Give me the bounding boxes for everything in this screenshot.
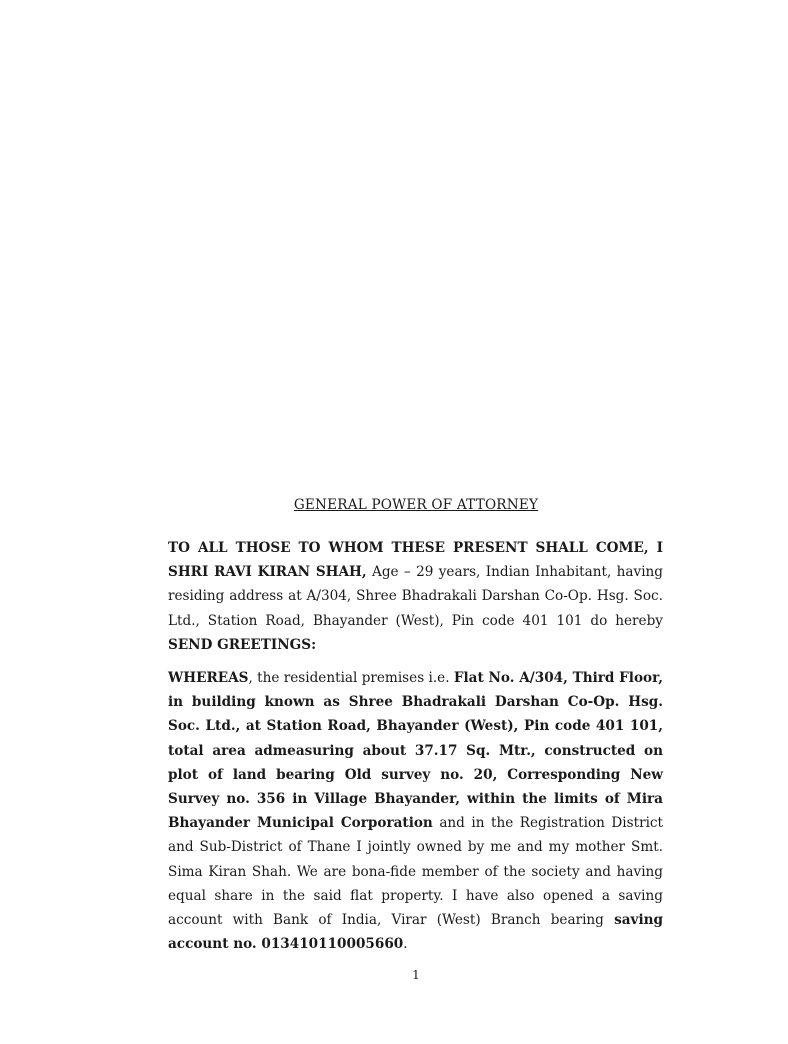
account-number: saving account no. 013410110005660 <box>168 912 663 953</box>
send-greetings: SEND GREETINGS: <box>168 636 317 653</box>
ownership-details: and in the Registration District and Sub-District of Thane I jointly owned by me and my mother Smt. Sima Kiran Shah. We are bona-fide member of the society and having equal share in the said flat property. I have also opened a saving account with Bank of India, Virar (West) Branch bearing <box>168 815 663 929</box>
document-title: GENERAL POWER OF ATTORNEY <box>293 497 539 513</box>
paragraph-end: . <box>403 936 408 953</box>
property-description: Flat No. A/304, Third Floor, in building known as Shree Bhadrakali Darshan Co-Op. Hsg. Soc. Ltd., at Station Road, Bhayander (West), Pin code 401 101, total area admeasuring about 37.17 Sq. Mtr., constructed on plot of land bearing Old survey no. 20, Corresponding New Survey no. 356 in Village Bhayander, within the limits of Mira Bhayander Municipal Corporation <box>168 670 663 832</box>
whereas-paragraph <box>168 666 663 956</box>
opening-statement: TO ALL THOSE TO WHOM THESE PRESENT SHALL COME, I SHRI RAVI KIRAN SHAH, <box>168 540 663 581</box>
premises-intro: , the residential premises i.e. <box>248 670 454 686</box>
whereas-keyword: WHEREAS <box>168 670 249 686</box>
grantor-details: Age – 29 years, Indian Inhabitant, having residing address at A/304, Shree Bhadrakali Darshan Co-Op. Hsg. Soc. Ltd., Station Road, Bhayander (West), Pin code 401 101 do hereby <box>168 564 663 629</box>
opening-paragraph <box>168 536 663 657</box>
page-number: 1 <box>412 968 420 982</box>
